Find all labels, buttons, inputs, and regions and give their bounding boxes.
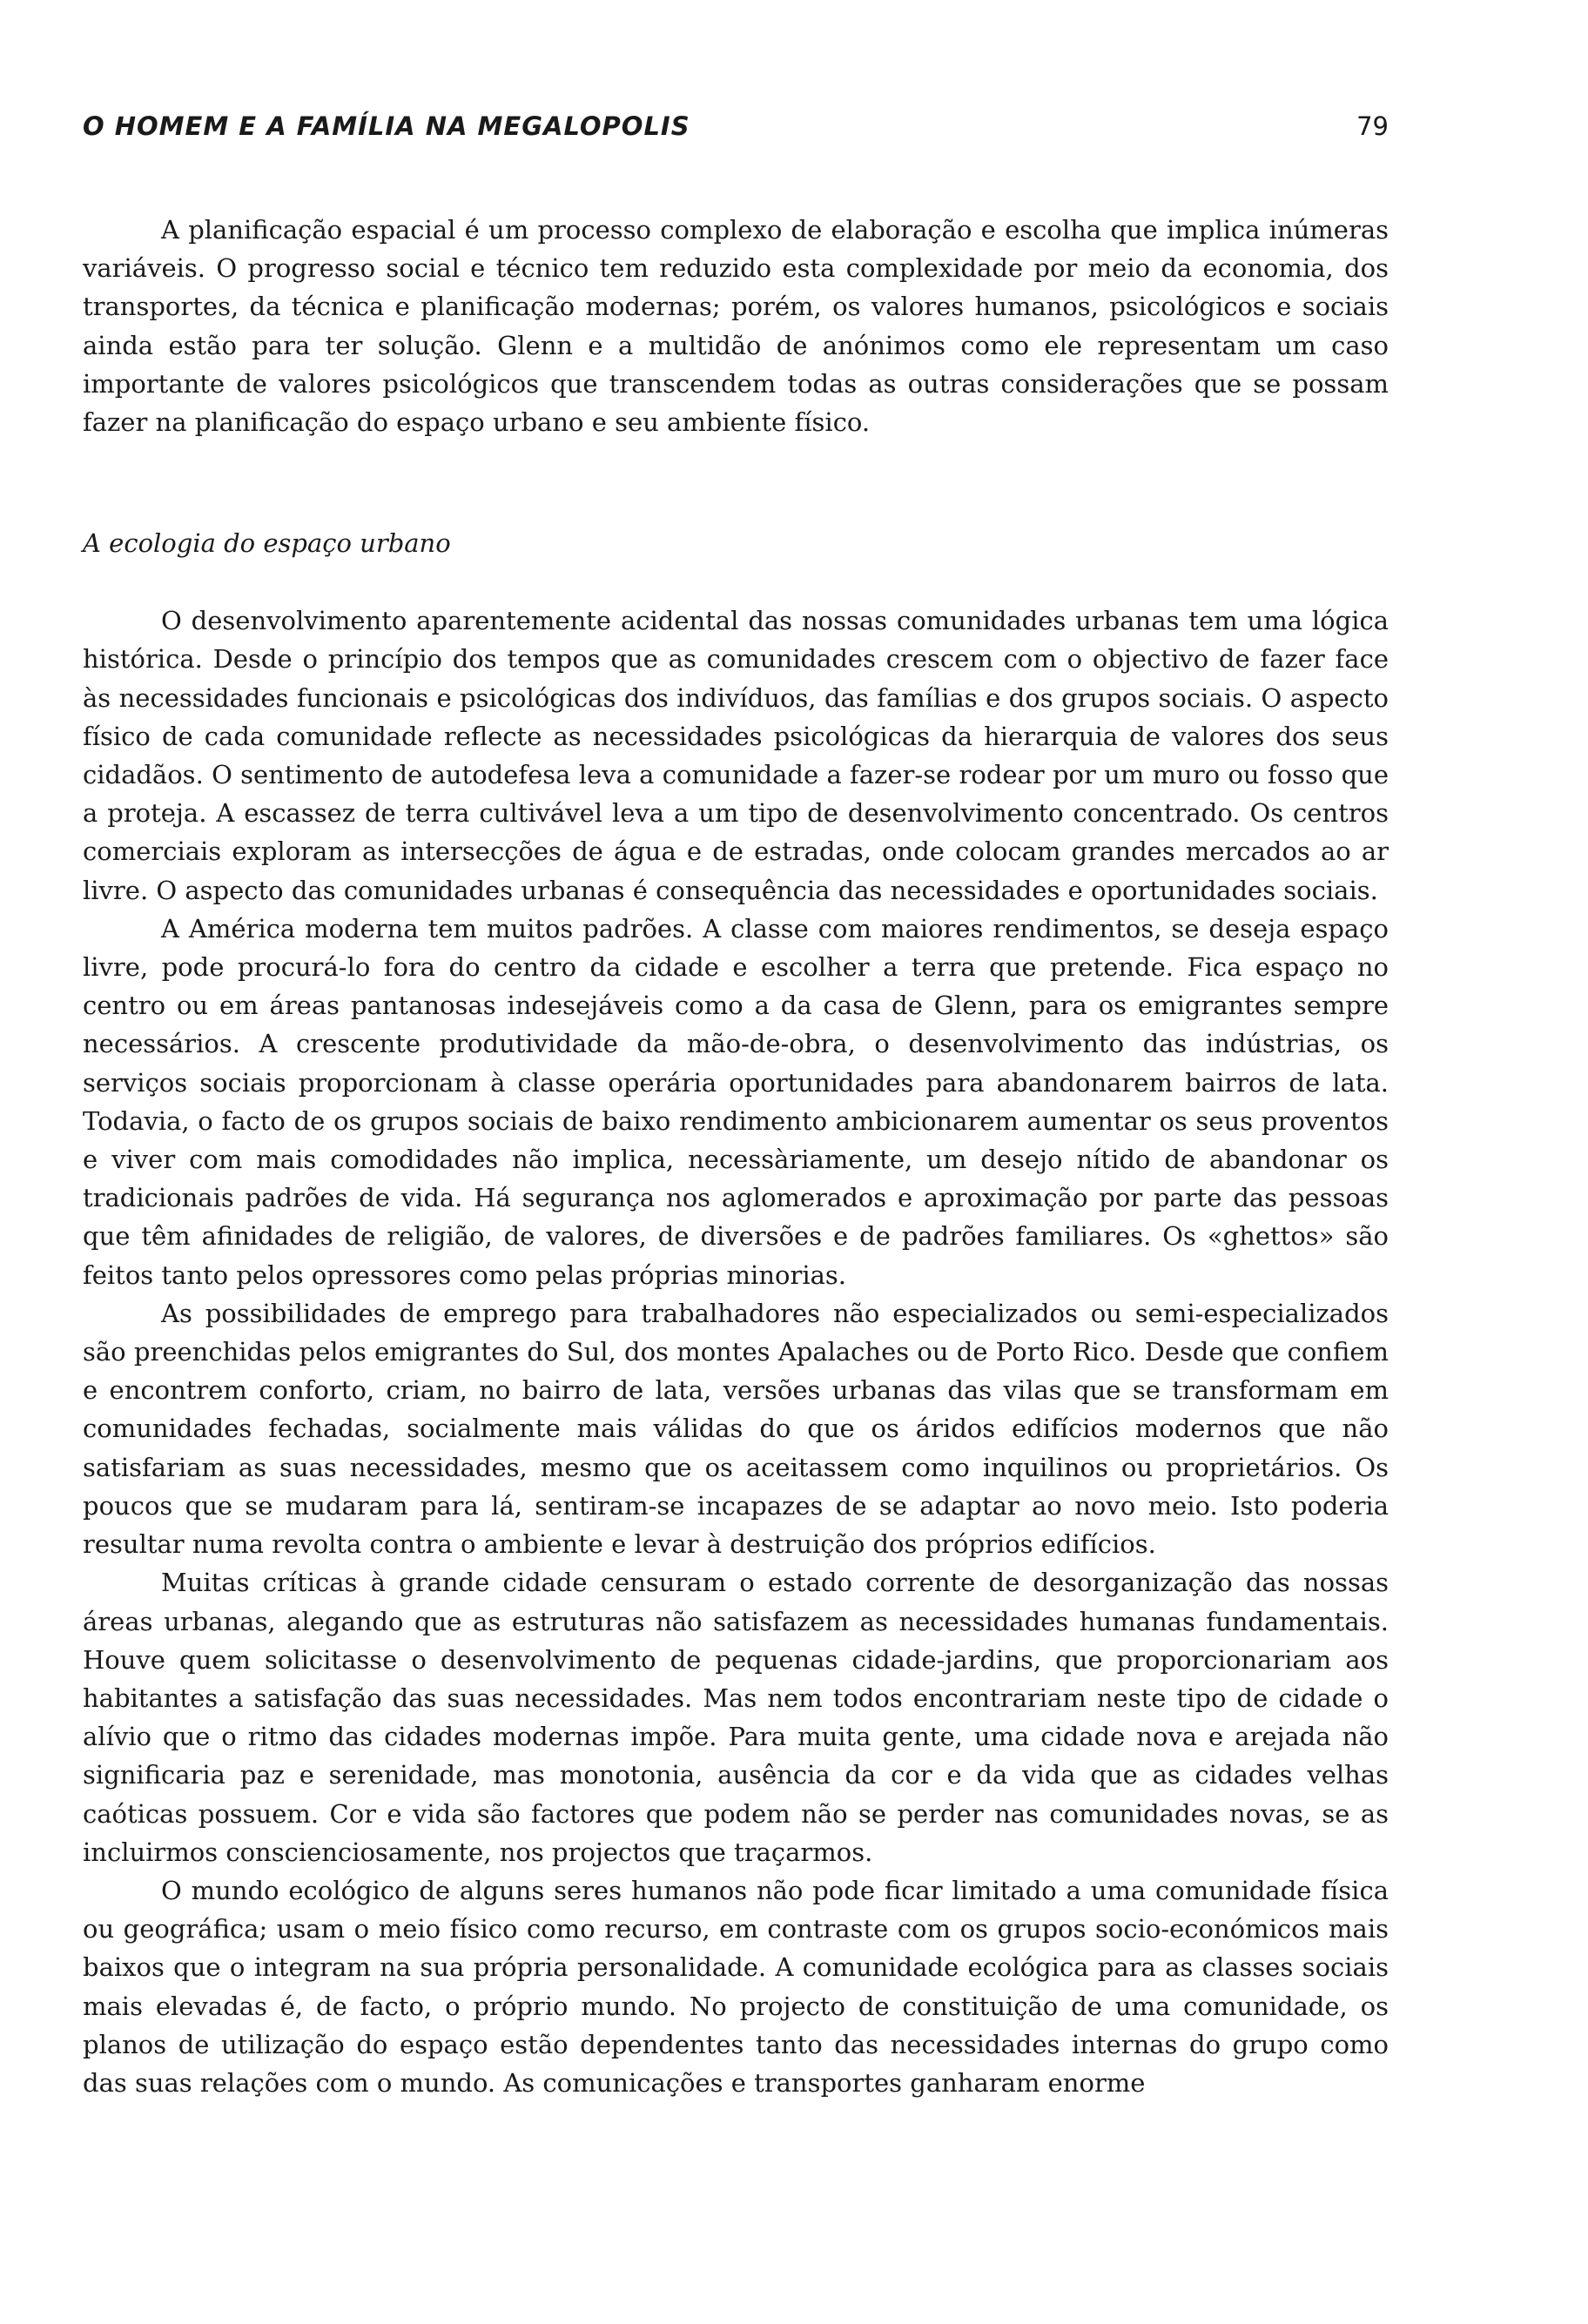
section-paragraph: Muitas críticas à grande cidade censuram o estado corrente de desorganização das nossas áreas urbanas, alegando que as estruturas não satisfazem as necessidades humanas fundamentais. Houve quem solicitasse o desenvolvimento de pequenas cidade-jardins, que proporcionariam aos habitantes a satisfação das suas necessidades. Mas nem todos encontrariam neste tipo de cidade o alívio que o ritmo das cidades modernas impõe. Para muita gente, uma cidade nova e arejada não significaria paz e serenidade, mas monotonia, ausência da cor e da vida que as cidades velhas caóticas possuem. Cor e vida são factores que podem não se perder nas comunidades novas, se as incluirmos conscienciosamente, nos projectos que traçarmos.: [83, 1568, 1389, 1867]
book-page: [83, 104, 1389, 2102]
section-paragraph: O desenvolvimento aparentemente acidental das nossas comunidades urbanas tem uma lógica histórica. Desde o princípio dos tempos que as comunidades crescem com o objectivo de fazer face às necessidades funcionais e psicológicas dos indivíduos, das famílias e dos grupos sociais. O aspecto físico de cada comunidade reflecte as necessidades psicológicas da hierarquia de valores dos seus cidadãos. O sentimento de autodefesa leva a comunidade a fazer-se rodear por um muro ou fosso que a proteja. A escassez de terra cultivável leva a um tipo de desenvolvimento concentrado. Os centros comerciais exploram as intersecções de água e de estradas, onde colocam grandes mercados ao ar livre. O aspecto das comunidades urbanas é consequência das necessidades e oportunidades sociais.: [83, 606, 1389, 905]
page-number: 79: [1356, 111, 1389, 141]
section-paragraph: A América moderna tem muitos padrões. A classe com maiores rendimentos, se deseja espaço livre, pode procurá-lo fora do centro da cidade e escolher a terra que pretende. Fica espaço no centro ou em áreas pantanosas indesejáveis como a da casa de Glenn, para os emigrantes sempre necessários. A crescente produtividade da mão-de-obra, o desenvolvimento das indústrias, os serviços sociais proporcionam à classe operária oportunidades para abandonarem bairros de lata. Todavia, o facto de os grupos sociais de baixo rendimento ambicionarem aumentar os seus proventos e viver com mais comodidades não implica, necessàriamente, um desejo nítido de abandonar os tradicionais padrões de vida. Há segurança nos aglomerados e aproximação por parte das pessoas que têm afinidades de religião, de valores, de diversões e de padrões familiares. Os «ghettos» são feitos tanto pelos opressores como pelas próprias minorias.: [83, 913, 1389, 1290]
section-heading: A ecologia do espaço urbano: [83, 528, 451, 559]
body-text: [83, 211, 1389, 2102]
running-title: O HOMEM E A FAMÍLIA NA MEGALOPOLIS: [83, 111, 690, 141]
section-paragraph: As possibilidades de emprego para trabalhadores não especializados ou semi-especializados são preenchidas pelos emigrantes do Sul, dos montes Apalaches ou de Porto Rico. Desde que confiem e encontrem conforto, criam, no bairro de lata, versões urbanas das vilas que se transformam em comunidades fechadas, socialmente mais válidas do que os áridos edifícios modernos que não satisfariam as suas necessidades, mesmo que os aceitassem como inquilinos ou proprietários. Os poucos que se mudaram para lá, sentiram-se incapazes de se adaptar ao novo meio. Isto poderia resultar numa revolta contra o ambiente e levar à destruição dos próprios edifícios.: [83, 1298, 1389, 1560]
intro-paragraph: A planificação espacial é um processo complexo de elaboração e escolha que implica inúmeras variáveis. O progresso social e técnico tem reduzido esta complexidade por meio da economia, dos transportes, da técnica e planificação modernas; porém, os valores humanos, psicológicos e sociais ainda estão para ter solução. Glenn e a multidão de anónimos como ele representam um caso importante de valores psicológicos que transcendem todas as outras considerações que se possam fazer na planificação do espaço urbano e seu ambiente físico.: [83, 215, 1389, 438]
section-paragraph: O mundo ecológico de alguns seres humanos não pode ficar limitado a uma comunidade física ou geográfica; usam o meio físico como recurso, em contraste com os grupos socio-económicos mais baixos que o integram na sua própria personalidade. A comunidade ecológica para as classes sociais mais elevadas é, de facto, o próprio mundo. No projecto de constituição de uma comunidade, os planos de utilização do espaço estão dependentes tanto das necessidades internas do grupo como das suas relações com o mundo. As comunicações e transportes ganharam enorme: [83, 1875, 1389, 2098]
running-header: [83, 104, 1389, 157]
